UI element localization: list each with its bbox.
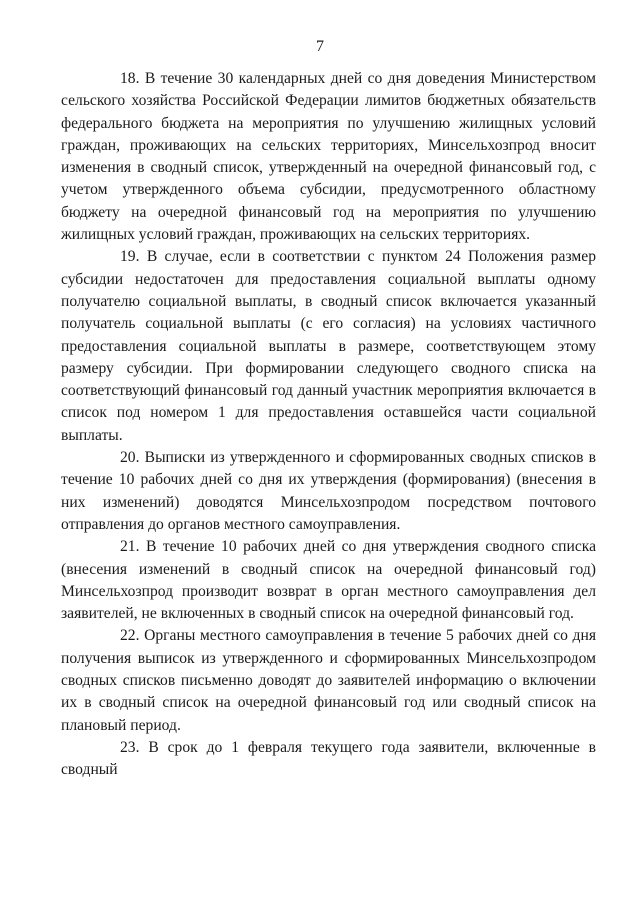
- page-number: 7: [316, 38, 324, 55]
- paragraph-20: 20. Выписки из утвержденного и сформированных сводных списков в течение 10 рабочих дней со дня их утверждения (формирования) (внесения в них изменений) доводятся Минсельхозпродом посредством почтового отправления до органов местного самоуправления.: [61, 449, 596, 533]
- paragraph-22: 22. Органы местного самоуправления в течение 5 рабочих дней со дня получения выписок из утвержденного и сформированных Минсельхозпродом сводных списков письменно доводят до заявителей информацию о включении их в сводный список на очередной финансовый год или сводный список на плановый период.: [61, 627, 596, 734]
- paragraph-19: 19. В случае, если в соответствии с пунктом 24 Положения размер субсидии недостаточен для предоставления социальной выплаты одному получателю социальной выплаты, в сводный список включается указанный получатель социальной выплаты (с его согласия) на условиях частичного предоставления социальной выплаты в размере, соответствующем этому размеру субсидии. При формировании следующего сводного списка на соответствующий финансовый год данный участник мероприятия включается в список под номером 1 для предоставления оставшейся части социальной выплаты.: [61, 248, 596, 444]
- paragraph-23: 23. В срок до 1 февраля текущего года заявители, включенные в сводный: [61, 738, 596, 779]
- document-body: [61, 68, 596, 782]
- paragraph-18: 18. В течение 30 календарных дней со дня доведения Министерством сельского хозяйства Российской Федерации лимитов бюджетных обязательств федерального бюджета на мероприятия по улучшению жилищных условий граждан, проживающих на сельских территориях, Минсельхозпрод вносит изменения в сводный список, утвержденный на очередной финансовый год, с учетом утвержденного объема субсидии, предусмотренного областному бюджету на очередной финансовый год на мероприятия по улучшению жилищных условий граждан, проживающих на сельских территориях.: [61, 70, 596, 244]
- paragraph-21: 21. В течение 10 рабочих дней со дня утверждения сводного списка (внесения изменений в сводный список на очередной финансовый год) Минсельхозпрод производит возврат в орган местного самоуправления дел заявителей, не включенных в сводный список на очередной финансовый год.: [61, 538, 596, 623]
